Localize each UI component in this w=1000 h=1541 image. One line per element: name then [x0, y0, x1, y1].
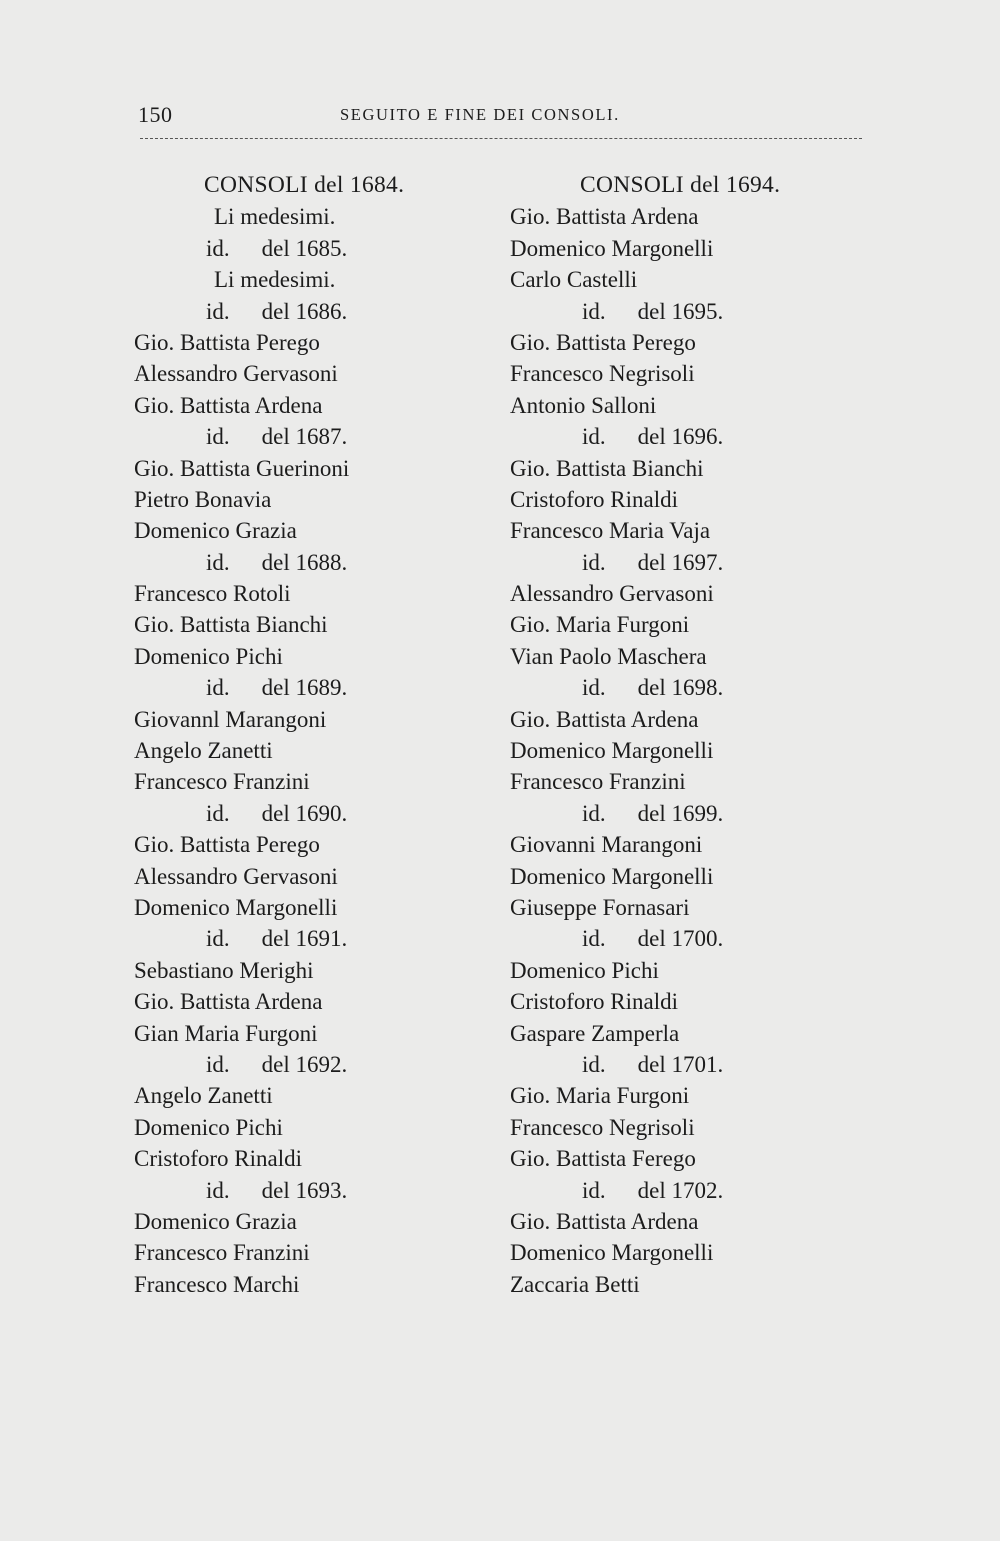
id-label: id. [206, 800, 230, 826]
consul-name: Gio. Battista Ferego [510, 1146, 696, 1172]
year-label: del 1698. [637, 675, 724, 701]
year-label: del 1696. [637, 424, 724, 450]
id-label: id. [582, 298, 606, 324]
consul-name: Alessandro Gervasoni [134, 361, 338, 387]
consul-name: Cristoforo Rinaldi [134, 1146, 303, 1172]
year-label: del 1702. [637, 1177, 724, 1203]
consul-name: Sebastiano Merighi [134, 957, 314, 983]
consul-name: Pietro Bonavia [134, 486, 272, 512]
year-line [134, 923, 434, 954]
id-label: id. [206, 298, 230, 324]
consul-name: Gio. Maria Furgoni [510, 612, 690, 638]
consul-name: Francesco Maria Vaja [510, 518, 711, 544]
consul-name: Francesco Rotoli [134, 581, 291, 607]
year-label: del 1690. [261, 800, 348, 826]
left-column [134, 170, 434, 1300]
year-line [510, 547, 810, 578]
consul-name: Angelo Zanetti [134, 738, 273, 764]
consul-name: Francesco Negrisoli [510, 361, 695, 387]
consul-name: Francesco Negrisoli [510, 1114, 695, 1140]
consul-name: Carlo Castelli [510, 267, 638, 293]
consul-name: Francesco Marchi [134, 1271, 300, 1297]
id-label: id. [582, 549, 606, 575]
year-label: del 1701. [637, 1051, 724, 1077]
year-label: del 1688. [261, 549, 348, 575]
year-label: del 1699. [637, 800, 724, 826]
id-label: id. [206, 1051, 230, 1077]
consul-name: Domenico Margonelli [510, 235, 714, 261]
consul-name: Antonio Salloni [510, 392, 657, 418]
consul-name: Francesco Franzini [134, 1240, 310, 1266]
year-line [134, 233, 434, 264]
page-number: 150 [138, 102, 173, 127]
year-label: del 1695. [637, 298, 724, 324]
same-as-previous-line: Li medesimi. [214, 267, 336, 293]
consul-name: Domenico Pichi [134, 1114, 283, 1140]
id-label: id. [206, 1177, 230, 1203]
year-line [510, 923, 810, 954]
year-label: del 1689. [261, 675, 348, 701]
year-line [134, 1175, 434, 1206]
consul-name: Gio. Battista Ardena [510, 1208, 699, 1234]
id-label: id. [582, 424, 606, 450]
id-label: id. [582, 926, 606, 952]
same-as-previous-line: Li medesimi. [214, 204, 336, 230]
year-line [510, 296, 810, 327]
consul-name: Domenico Pichi [510, 957, 659, 983]
consul-name: Alessandro Gervasoni [134, 863, 338, 889]
year-label: del 1686. [261, 298, 348, 324]
id-label: id. [206, 424, 230, 450]
id-label: id. [582, 675, 606, 701]
consul-name: Giovanni Marangoni [510, 832, 703, 858]
consul-name: Gio. Battista Ardena [510, 204, 699, 230]
year-label: del 1693. [261, 1177, 348, 1203]
year-line [510, 798, 810, 829]
year-label: del 1697. [637, 549, 724, 575]
consul-name: Francesco Franzini [134, 769, 310, 795]
year-line [134, 798, 434, 829]
year-label: del 1700. [637, 926, 724, 952]
consul-name: Gio. Battista Perego [510, 329, 696, 355]
right-column [510, 170, 810, 1300]
year-line [134, 421, 434, 452]
year-label: del 1687. [261, 424, 348, 450]
year-line [134, 296, 434, 327]
consul-name: Domenico Margonelli [510, 863, 714, 889]
year-line [510, 1175, 810, 1206]
consul-name: Domenico Margonelli [510, 738, 714, 764]
consul-name: Domenico Margonelli [134, 894, 338, 920]
consul-name: Gio. Battista Perego [134, 329, 320, 355]
id-label: id. [582, 800, 606, 826]
consul-name: Cristoforo Rinaldi [510, 486, 679, 512]
consul-name: Gio. Maria Furgoni [510, 1083, 690, 1109]
running-title: SEGUITO E FINE DEI CONSOLI. [340, 105, 620, 124]
id-label: id. [582, 1177, 606, 1203]
year-line [134, 547, 434, 578]
year-label: del 1691. [261, 926, 348, 952]
year-line [510, 672, 810, 703]
consul-name: Vian Paolo Maschera [510, 643, 707, 669]
consul-name: Gio. Battista Bianchi [134, 612, 328, 638]
year-label: del 1692. [261, 1051, 348, 1077]
year-line [134, 672, 434, 703]
id-label: id. [582, 1051, 606, 1077]
year-line [134, 1049, 434, 1080]
consul-name: Gio. Battista Perego [134, 832, 320, 858]
id-label: id. [206, 675, 230, 701]
header-rule [140, 138, 862, 139]
id-label: id. [206, 926, 230, 952]
consul-name: Giovannl Marangoni [134, 706, 327, 732]
year-label: del 1685. [261, 235, 348, 261]
consul-name: Gio. Battista Ardena [134, 392, 323, 418]
consul-name: Zaccaria Betti [510, 1271, 640, 1297]
id-label: id. [206, 235, 230, 261]
consul-name: Gio. Battista Ardena [134, 989, 323, 1015]
consul-name: Francesco Franzini [510, 769, 686, 795]
consul-name: Domenico Grazia [134, 518, 297, 544]
consul-name: Gian Maria Furgoni [134, 1020, 318, 1046]
consul-name: Giuseppe Fornasari [510, 894, 690, 920]
consul-name: Gaspare Zamperla [510, 1020, 680, 1046]
year-line [510, 421, 810, 452]
consul-name: Alessandro Gervasoni [510, 581, 714, 607]
left-column-title: CONSOLI del 1684. [204, 172, 405, 198]
consul-name: Angelo Zanetti [134, 1083, 273, 1109]
consul-name: Domenico Grazia [134, 1208, 297, 1234]
consul-name: Domenico Margonelli [510, 1240, 714, 1266]
right-column-title: CONSOLI del 1694. [580, 172, 781, 198]
consul-name: Gio. Battista Guerinoni [134, 455, 350, 481]
year-line [510, 1049, 810, 1080]
consul-name: Domenico Pichi [134, 643, 283, 669]
id-label: id. [206, 549, 230, 575]
consul-name: Gio. Battista Bianchi [510, 455, 704, 481]
consul-name: Gio. Battista Ardena [510, 706, 699, 732]
consul-name: Cristoforo Rinaldi [510, 989, 679, 1015]
